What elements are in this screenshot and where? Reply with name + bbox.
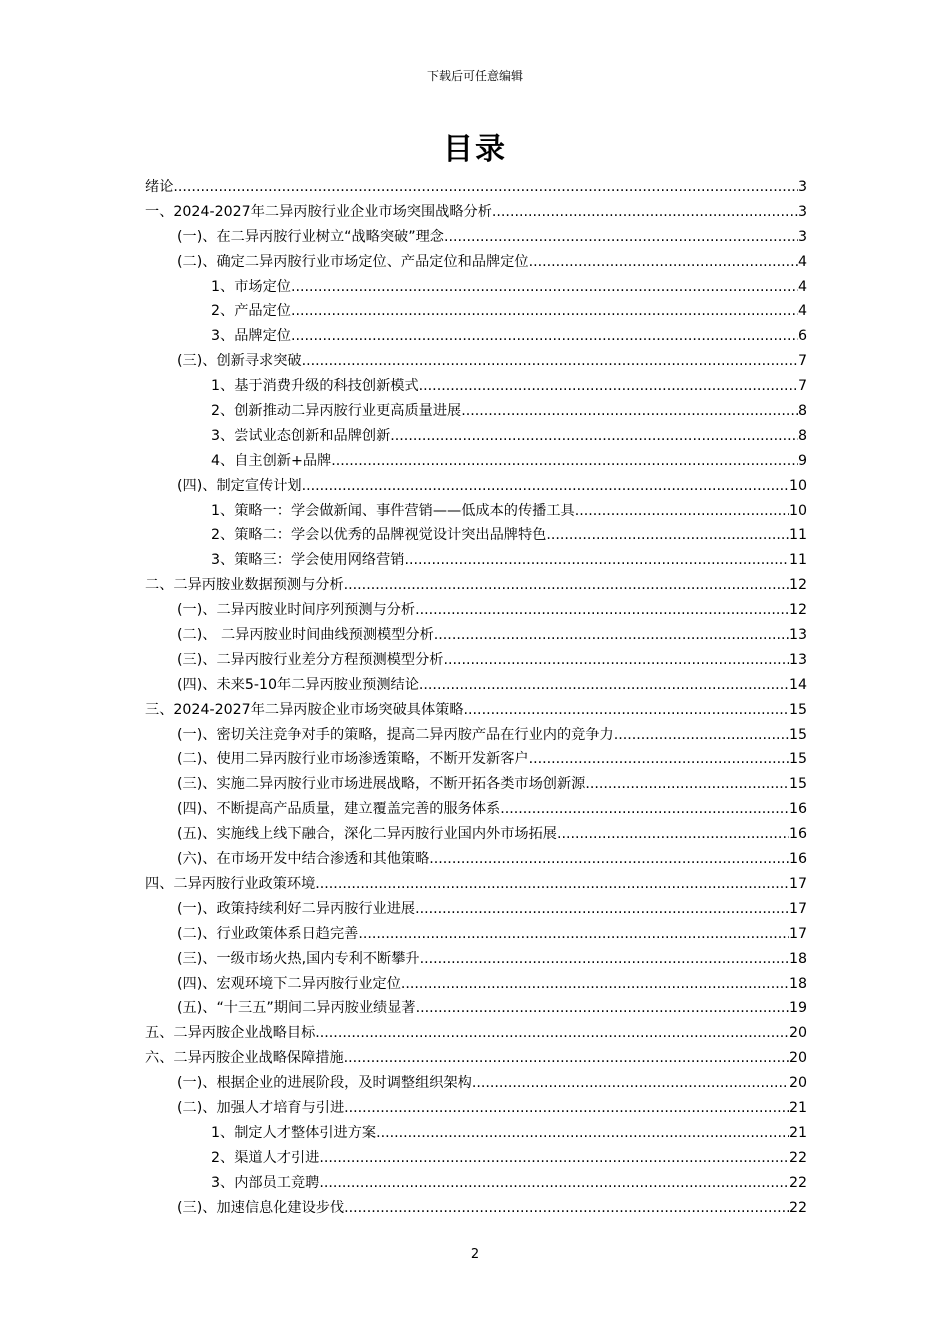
toc-dot-leader xyxy=(444,225,798,250)
toc-entry-label: (三)、二异丙胺行业差分方程预测模型分析 xyxy=(177,651,444,668)
toc-entry[interactable] xyxy=(145,1171,807,1196)
toc-entry[interactable] xyxy=(145,747,807,772)
toc-entry-label: 五、二异丙胺企业战略目标 xyxy=(145,1025,316,1042)
toc-entry-label: 2、渠道人才引进 xyxy=(211,1149,320,1166)
toc-dot-leader xyxy=(415,897,789,922)
toc-entry-label: 二、二异丙胺业数据预测与分析 xyxy=(145,577,344,594)
toc-entry-label: (三)、一级市场火热,国内专利不断攀升 xyxy=(177,950,420,967)
toc-entry[interactable] xyxy=(145,847,807,872)
toc-entry-page: 20 xyxy=(788,1025,807,1042)
toc-entry-label: (三)、加速信息化建设步伐 xyxy=(177,1199,345,1216)
toc-entry-label: 四、二异丙胺行业政策环境 xyxy=(145,875,316,892)
toc-entry[interactable] xyxy=(145,424,807,449)
toc-dot-leader xyxy=(291,275,798,300)
toc-entry-page: 9 xyxy=(797,452,807,469)
toc-entry-label: (三)、实施二异丙胺行业市场进展战略，不断开拓各类市场创新源 xyxy=(177,776,586,793)
toc-entry-label: 4、自主创新+品牌 xyxy=(211,452,332,469)
toc-entry-page: 8 xyxy=(797,427,807,444)
toc-entry-page: 20 xyxy=(788,1075,807,1092)
toc-dot-leader xyxy=(404,548,788,573)
table-of-contents xyxy=(145,175,807,1220)
toc-entry-page: 15 xyxy=(788,701,807,718)
toc-dot-leader xyxy=(614,723,789,748)
toc-entry-page: 15 xyxy=(788,776,807,793)
toc-entry-label: 三、2024-2027年二异丙胺企业市场突破具体策略 xyxy=(145,701,464,718)
toc-entry-page: 15 xyxy=(788,726,807,743)
toc-dot-leader xyxy=(291,324,798,349)
toc-entry[interactable] xyxy=(145,797,807,822)
toc-entry[interactable] xyxy=(145,1071,807,1096)
toc-entry-page: 10 xyxy=(788,502,807,519)
toc-entry-label: (六)、在市场开发中结合渗透和其他策略 xyxy=(177,851,430,868)
toc-entry-label: (四)、宏观环境下二异丙胺行业定位 xyxy=(177,975,401,992)
toc-entry[interactable] xyxy=(145,897,807,922)
toc-entry-page: 14 xyxy=(788,676,807,693)
toc-entry[interactable] xyxy=(145,623,807,648)
toc-entry[interactable] xyxy=(145,947,807,972)
toc-dot-leader xyxy=(376,1121,789,1146)
toc-entry-label: (一)、二异丙胺业时间序列预测与分析 xyxy=(177,602,416,619)
page-title: 目录 xyxy=(443,132,507,167)
toc-entry-page: 21 xyxy=(788,1124,807,1141)
toc-entry-label: 1、制定人才整体引进方案 xyxy=(211,1124,377,1141)
toc-entry-label: 3、策略三：学会使用网络营销 xyxy=(211,552,405,569)
toc-entry-page: 18 xyxy=(788,950,807,967)
toc-dot-leader xyxy=(344,1196,789,1221)
toc-dot-leader xyxy=(557,822,789,847)
toc-entry[interactable] xyxy=(145,548,807,573)
toc-entry-label: (一)、在二异丙胺行业树立“战略突破”理念 xyxy=(177,228,444,245)
toc-entry[interactable] xyxy=(145,996,807,1021)
toc-entry[interactable] xyxy=(145,1096,807,1121)
toc-entry-page: 7 xyxy=(797,353,807,370)
toc-entry-page: 16 xyxy=(788,801,807,818)
toc-entry-page: 19 xyxy=(788,1000,807,1017)
toc-dot-leader xyxy=(390,424,798,449)
toc-entry[interactable] xyxy=(145,324,807,349)
toc-entry[interactable] xyxy=(145,523,807,548)
toc-entry-label: 2、产品定位 xyxy=(211,303,291,320)
toc-entry-page: 20 xyxy=(788,1050,807,1067)
toc-entry-page: 4 xyxy=(797,253,807,270)
toc-entry-page: 3 xyxy=(797,203,807,220)
toc-entry-label: (一)、密切关注竞争对手的策略，提高二异丙胺产品在行业内的竞争力 xyxy=(177,726,614,743)
toc-entry-page: 4 xyxy=(797,278,807,295)
toc-dot-leader xyxy=(492,200,798,225)
toc-entry-page: 13 xyxy=(788,651,807,668)
toc-entry-label: 六、二异丙胺企业战略保障措施 xyxy=(145,1050,344,1067)
toc-entry-page: 10 xyxy=(788,477,807,494)
toc-dot-leader xyxy=(401,972,789,997)
toc-entry-label: (五)、实施线上线下融合，深化二异丙胺行业国内外市场拓展 xyxy=(177,826,557,843)
toc-dot-leader xyxy=(344,1096,789,1121)
toc-entry-label: (二)、确定二异丙胺行业市场定位、产品定位和品牌定位 xyxy=(177,253,529,270)
toc-entry[interactable] xyxy=(145,698,807,723)
toc-entry[interactable] xyxy=(145,499,807,524)
toc-entry-page: 11 xyxy=(788,527,807,544)
toc-entry-page: 16 xyxy=(788,826,807,843)
toc-entry-label: 1、基于消费升级的科技创新模式 xyxy=(211,378,419,395)
toc-dot-leader xyxy=(291,299,798,324)
toc-dot-leader xyxy=(585,772,789,797)
toc-entry[interactable] xyxy=(145,250,807,275)
toc-dot-leader xyxy=(358,922,789,947)
toc-entry-label: 2、策略二：学会以优秀的品牌视觉设计突出品牌特色 xyxy=(211,527,547,544)
toc-dot-leader xyxy=(302,474,789,499)
toc-entry-label: (二)、使用二异丙胺行业市场渗透策略，不断开发新客户 xyxy=(177,751,529,768)
toc-entry-label: (二)、 二异丙胺业时间曲线预测模型分析 xyxy=(177,627,434,644)
toc-dot-leader xyxy=(173,175,798,200)
toc-entry-label: (二)、行业政策体系日趋完善 xyxy=(177,925,359,942)
toc-dot-leader xyxy=(500,797,789,822)
toc-entry-label: 3、内部员工竞聘 xyxy=(211,1174,320,1191)
toc-entry-label: (四)、未来5-10年二异丙胺业预测结论 xyxy=(177,676,419,693)
toc-entry[interactable] xyxy=(145,922,807,947)
toc-dot-leader xyxy=(331,449,798,474)
toc-dot-leader xyxy=(302,349,798,374)
toc-entry-page: 17 xyxy=(788,900,807,917)
toc-dot-leader xyxy=(464,698,789,723)
page-header-note: 下载后可任意编辑 xyxy=(426,69,523,83)
toc-entry[interactable] xyxy=(145,175,807,200)
toc-dot-leader xyxy=(546,523,789,548)
toc-entry-page: 8 xyxy=(797,403,807,420)
toc-entry[interactable] xyxy=(145,1046,807,1071)
toc-entry[interactable] xyxy=(145,1146,807,1171)
toc-dot-leader xyxy=(429,847,789,872)
toc-entry-page: 22 xyxy=(788,1149,807,1166)
toc-dot-leader xyxy=(344,1046,789,1071)
toc-entry[interactable] xyxy=(145,449,807,474)
toc-entry-label: (三)、创新寻求突破 xyxy=(177,353,302,370)
toc-entry[interactable] xyxy=(145,648,807,673)
toc-entry-label: (一)、政策持续利好二异丙胺行业进展 xyxy=(177,900,416,917)
toc-dot-leader xyxy=(472,1071,789,1096)
toc-entry-label: (四)、不断提高产品质量，建立覆盖完善的服务体系 xyxy=(177,801,501,818)
toc-entry[interactable] xyxy=(145,1021,807,1046)
toc-entry-page: 15 xyxy=(788,751,807,768)
toc-entry-page: 7 xyxy=(797,378,807,395)
toc-entry[interactable] xyxy=(145,1196,807,1221)
page-number: 2 xyxy=(470,1247,480,1262)
toc-dot-leader xyxy=(319,1171,789,1196)
toc-entry[interactable] xyxy=(145,673,807,698)
toc-entry-page: 3 xyxy=(797,179,807,195)
toc-dot-leader xyxy=(529,747,789,772)
toc-dot-leader xyxy=(434,623,789,648)
toc-entry[interactable] xyxy=(145,822,807,847)
toc-entry[interactable] xyxy=(145,598,807,623)
toc-entry-label: (四)、制定宣传计划 xyxy=(177,477,302,494)
toc-entry[interactable] xyxy=(145,349,807,374)
toc-entry[interactable] xyxy=(145,299,807,324)
toc-entry-label: (一)、根据企业的进展阶段，及时调整组织架构 xyxy=(177,1075,472,1092)
toc-dot-leader xyxy=(419,374,798,399)
toc-entry[interactable] xyxy=(145,1121,807,1146)
toc-dot-leader xyxy=(415,598,789,623)
toc-entry-page: 13 xyxy=(788,627,807,644)
toc-dot-leader xyxy=(461,399,798,424)
toc-entry-label: 3、品牌定位 xyxy=(211,328,291,345)
toc-entry-label: (五)、“十三五”期间二异丙胺业绩显著 xyxy=(177,1000,416,1017)
toc-entry-page: 22 xyxy=(788,1174,807,1191)
toc-entry-label: 2、创新推动二异丙胺行业更高质量进展 xyxy=(211,403,462,420)
toc-dot-leader xyxy=(443,648,788,673)
toc-entry-label: 1、市场定位 xyxy=(211,278,291,295)
toc-entry[interactable] xyxy=(145,972,807,997)
toc-entry[interactable] xyxy=(145,723,807,748)
toc-dot-leader xyxy=(315,872,789,897)
toc-entry-page: 3 xyxy=(797,228,807,245)
toc-dot-leader xyxy=(319,1146,789,1171)
toc-entry-label: (二)、加强人才培育与引进 xyxy=(177,1099,345,1116)
toc-entry-page: 12 xyxy=(788,577,807,594)
toc-entry-label: 绪论 xyxy=(145,179,174,195)
toc-entry[interactable] xyxy=(145,275,807,300)
toc-entry-page: 22 xyxy=(788,1199,807,1216)
toc-entry[interactable] xyxy=(145,200,807,225)
toc-entry-label: 1、策略一：学会做新闻、事件营销——低成本的传播工具 xyxy=(211,502,575,519)
toc-dot-leader xyxy=(416,996,789,1021)
toc-dot-leader xyxy=(420,947,789,972)
toc-entry-page: 18 xyxy=(788,975,807,992)
toc-entry[interactable] xyxy=(145,872,807,897)
toc-entry-page: 12 xyxy=(788,602,807,619)
toc-entry-page: 21 xyxy=(788,1099,807,1116)
toc-entry[interactable] xyxy=(145,225,807,250)
toc-entry-page: 11 xyxy=(788,552,807,569)
toc-entry-page: 6 xyxy=(797,328,807,345)
toc-entry-page: 17 xyxy=(788,875,807,892)
toc-entry-label: 3、尝试业态创新和品牌创新 xyxy=(211,427,391,444)
toc-entry-page: 4 xyxy=(797,303,807,320)
toc-entry[interactable] xyxy=(145,374,807,399)
toc-dot-leader xyxy=(419,673,789,698)
toc-entry-page: 16 xyxy=(788,851,807,868)
toc-entry[interactable] xyxy=(145,399,807,424)
toc-dot-leader xyxy=(575,499,789,524)
toc-dot-leader xyxy=(344,573,789,598)
toc-dot-leader xyxy=(315,1021,789,1046)
toc-entry-page: 17 xyxy=(788,925,807,942)
toc-entry[interactable] xyxy=(145,573,807,598)
toc-entry-label: 一、2024-2027年二异丙胺行业企业市场突围战略分析 xyxy=(145,203,492,220)
toc-entry[interactable] xyxy=(145,474,807,499)
toc-entry[interactable] xyxy=(145,772,807,797)
toc-dot-leader xyxy=(529,250,798,275)
